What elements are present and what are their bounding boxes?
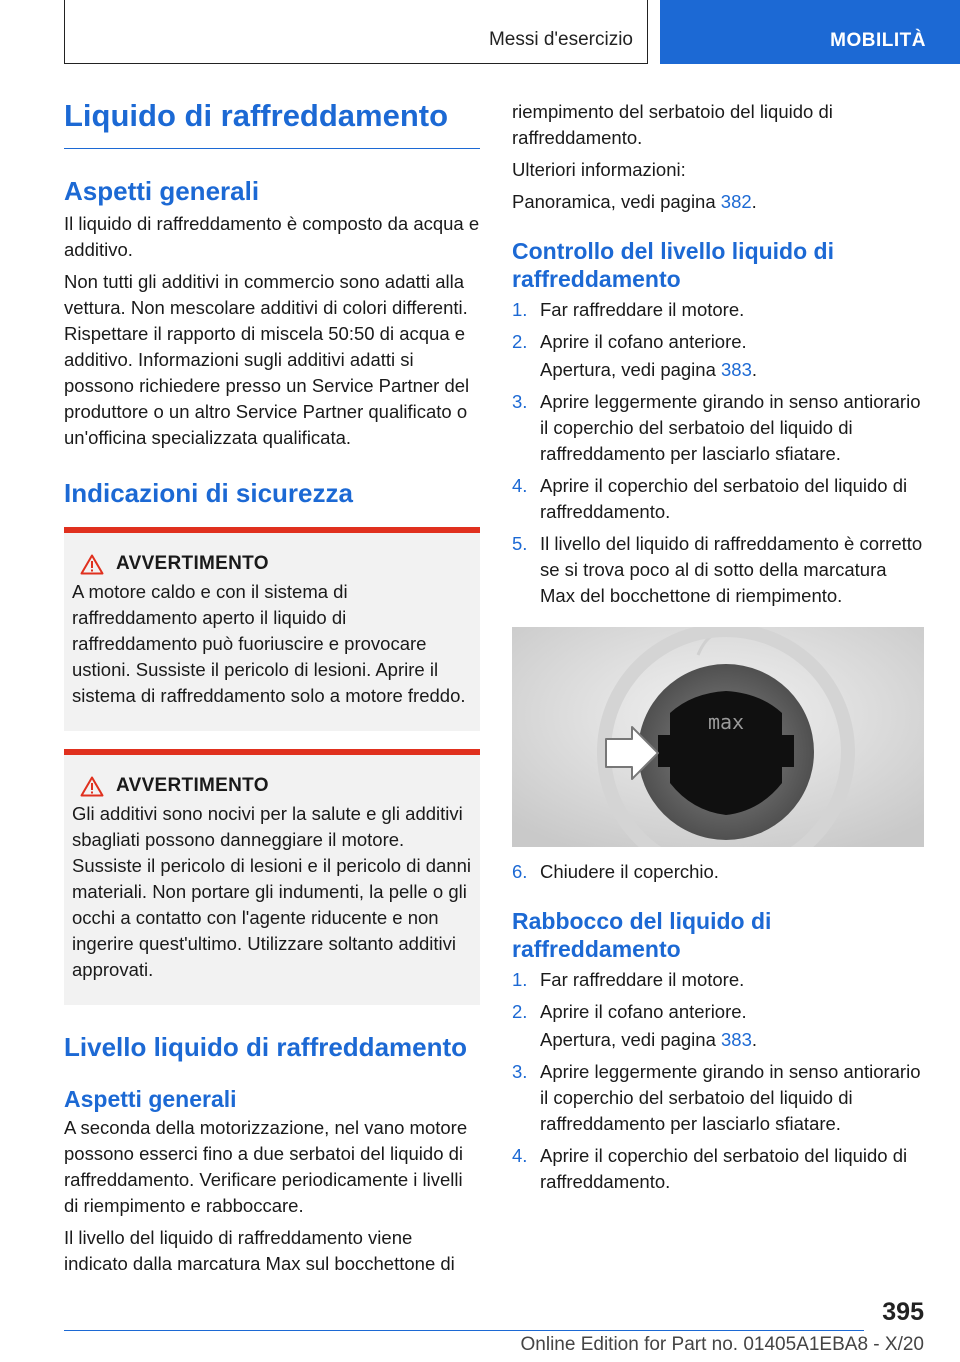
warning-triangle-icon xyxy=(80,776,104,797)
list-item: 5. Il livello del liquido di raffreddamento è corretto se si trova poco al di sotto della marcatura Max del bocchettone di riempimento. xyxy=(512,533,923,606)
continued-paragraph: riempimento del serbatoio del liquido di raffreddamento. xyxy=(512,101,833,148)
page-link-opening-2[interactable]: 383 xyxy=(721,1029,752,1050)
check-heading: Controllo del livello liquido di raffreddamento xyxy=(512,238,834,292)
list-item: 2. Aprire il cofano anteriore. xyxy=(512,1001,747,1022)
level-paragraph-2: Il livello del liquido di raffreddamento viene indicato dalla marcatura Max sul bocchettone di xyxy=(64,1227,455,1274)
opening-ref: Apertura, vedi pagina 383. xyxy=(540,359,758,380)
header-section-label: Messi d'esercizio xyxy=(488,29,633,50)
left-column xyxy=(64,96,480,1283)
warning-triangle-icon xyxy=(80,554,104,575)
safety-heading: Indicazioni di sicurezza xyxy=(64,478,353,508)
refill-steps xyxy=(512,967,924,1025)
page-link-overview[interactable]: 382 xyxy=(720,191,752,212)
level-general-heading: Aspetti generali xyxy=(64,1086,237,1112)
right-column xyxy=(512,99,924,1201)
more-info-label: Ulteriori informazioni: xyxy=(512,159,686,180)
header-chapter-label: MOBILITÀ xyxy=(830,30,926,51)
general-paragraph-1: Il liquido di raffreddamento è composto da acqua e additivo. xyxy=(64,213,480,260)
list-item: 1. Far raffreddare il motore. xyxy=(512,299,745,320)
warning-title: AVVERTIMENTO xyxy=(116,553,269,574)
level-paragraph-1: A seconda della motorizzazione, nel vano motore possono esserci fino a due serbatoi del liquido di raffreddamento. Verificare periodicamente i livelli di riempimento e rabboccare. xyxy=(64,1117,468,1216)
footer-divider xyxy=(64,1330,864,1331)
list-item: 4. Aprire il coperchio del serbatoio del liquido di raffreddamento. xyxy=(512,1145,908,1192)
general-paragraph-2: Non tutti gli additivi in commercio sono adatti alla vettura. Non mescolare additivi di colori differenti. Rispettare il rapporto di miscela 50:50 di acqua e additivo. Informazioni sugli additivi adatti si possono richiedere presso un Service Partner del produttore o un altro Service Partner qualificato o un'officina specializzata qualificata. xyxy=(64,271,470,448)
refill-steps-cont xyxy=(512,1059,924,1195)
list-item: 1. Far raffreddare il motore. xyxy=(512,969,745,990)
warning-text: Gli additivi sono nocivi per la salute e gli additivi sbagliati possono danneggiare il motore. Sussiste il pericolo di lesioni e il pericolo di danni materiali. Non portare gli indumenti, la pelle o gli occhi a contatto con l'agente riducente e non ingerire quest'ultimo. Utilizzare soltanto additivi approvati. xyxy=(72,803,471,980)
list-item: 3. Aprire leggermente girando in senso antiorario il coperchio del serbatoio del liquido di raffreddamento per lasciarlo sfiatare. xyxy=(512,1061,921,1134)
check-steps xyxy=(512,297,924,355)
list-item: 4. Aprire il coperchio del serbatoio del liquido di raffreddamento. xyxy=(512,475,908,522)
warning-title: AVVERTIMENTO xyxy=(116,775,269,796)
page-link-opening[interactable]: 383 xyxy=(721,359,752,380)
list-item: 3. Aprire leggermente girando in senso antiorario il coperchio del serbatoio del liquido di raffreddamento per lasciarlo sfiatare. xyxy=(512,391,921,464)
warning-box-burn xyxy=(64,527,480,731)
overview-ref: Panoramica, vedi pagina 382. xyxy=(512,191,757,212)
page-title: Liquido di raffreddamento xyxy=(64,96,480,149)
check-steps-end xyxy=(512,859,924,885)
refill-heading: Rabbocco del liquido di raffreddamento xyxy=(512,908,772,962)
header-chapter-tab[interactable] xyxy=(660,0,960,64)
edition-text: Online Edition for Part no. 01405A1EBA8 - X/20 xyxy=(520,1334,924,1355)
warning-box-additives xyxy=(64,749,480,1005)
list-item: 2. Aprire il cofano anteriore. xyxy=(512,331,747,352)
header-section-tab[interactable] xyxy=(64,0,648,64)
check-steps-cont xyxy=(512,389,924,609)
level-heading: Livello liquido di raffreddamento xyxy=(64,1032,468,1062)
warning-text: A motore caldo e con il sistema di raffreddamento aperto il liquido di raffreddamento può fuoriuscire e provocare ustioni. Sussiste il pericolo di lesioni. Aprire il sistema di raffreddamento solo a motore freddo. xyxy=(72,581,466,706)
opening-ref-2: Apertura, vedi pagina 383. xyxy=(540,1029,758,1050)
page-number: 395 xyxy=(882,1298,924,1326)
max-marking-text: max xyxy=(707,710,745,734)
list-item: 6. Chiudere il coperchio. xyxy=(512,861,719,882)
coolant-filler-photo xyxy=(512,627,924,847)
general-heading: Aspetti generali xyxy=(64,176,260,206)
